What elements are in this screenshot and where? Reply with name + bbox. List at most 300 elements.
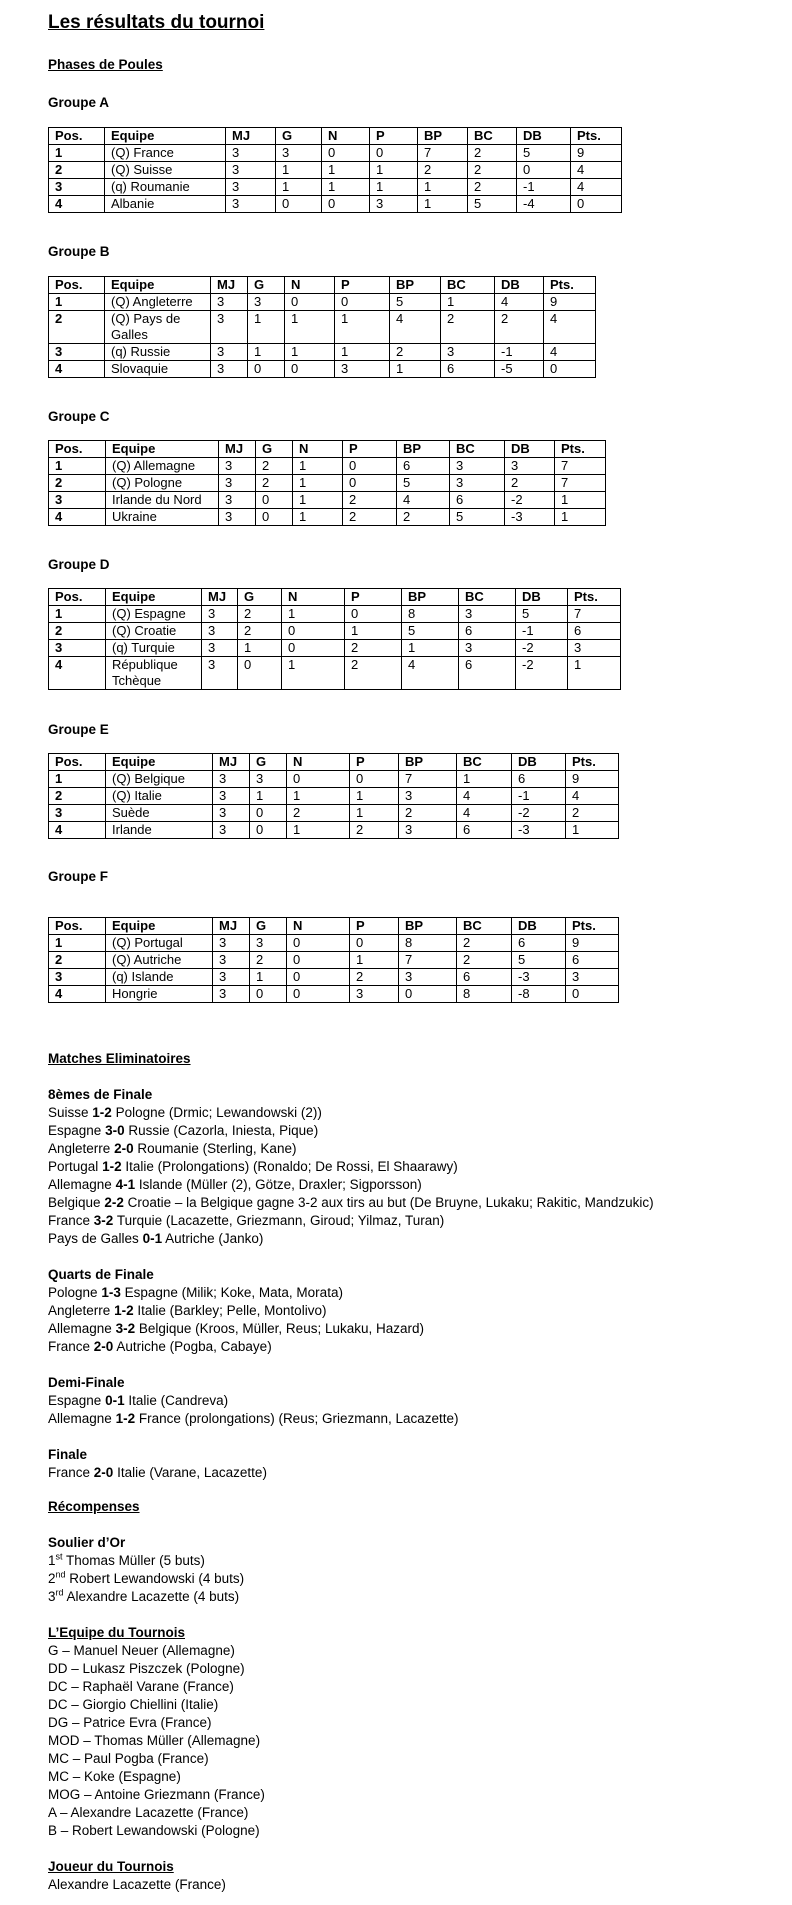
match-detail: (Pogba, Cabaye): [169, 1339, 272, 1354]
golden-shoe-list: [48, 1552, 244, 1606]
match-line: [48, 1122, 654, 1140]
stat-cell: 0: [571, 196, 622, 213]
stat-cell: 6: [457, 822, 512, 839]
stat-cell: 0: [285, 294, 335, 311]
stat-cell: 6: [450, 492, 505, 509]
stat-cell: 1: [457, 771, 512, 788]
column-header: P: [350, 918, 399, 935]
stat-cell: -8: [512, 986, 566, 1003]
stat-cell: 8: [399, 935, 457, 952]
stat-cell: 6: [512, 935, 566, 952]
column-header: BC: [468, 128, 517, 145]
stat-cell: 6: [441, 361, 495, 378]
column-header: N: [285, 277, 335, 294]
team-cell: (Q) Autriche: [106, 952, 213, 969]
stat-cell: 2: [343, 492, 397, 509]
stat-cell: 1: [555, 492, 606, 509]
away-team: Espagne: [124, 1285, 178, 1300]
stat-cell: 2: [390, 344, 441, 361]
away-team: Autriche: [165, 1231, 215, 1246]
stat-cell: 1: [248, 344, 285, 361]
stat-cell: 4: [544, 311, 596, 344]
stat-cell: 3: [211, 311, 248, 344]
table-row: [49, 145, 622, 162]
stat-cell: 3: [459, 640, 516, 657]
team-cell: (q) Roumanie: [105, 179, 226, 196]
team-cell: Albanie: [105, 196, 226, 213]
column-header: BP: [390, 277, 441, 294]
home-team: Espagne: [48, 1393, 102, 1408]
home-team: France: [48, 1339, 91, 1354]
stat-cell: 2: [468, 179, 517, 196]
stat-cell: 0: [256, 492, 293, 509]
group-title: Groupe A: [48, 95, 110, 110]
team-cell: (Q) Suisse: [105, 162, 226, 179]
stat-cell: 4: [390, 311, 441, 344]
match-score: 4-1: [115, 1177, 136, 1192]
team-cell: (q) Turquie: [106, 640, 202, 657]
position-cell: 2: [49, 788, 106, 805]
column-header: Pts.: [555, 441, 606, 458]
stat-cell: 3: [568, 640, 621, 657]
stat-cell: 2: [287, 805, 350, 822]
match-score: 1-2: [115, 1411, 136, 1426]
stat-cell: 1: [345, 623, 402, 640]
stat-cell: 6: [459, 623, 516, 640]
column-header: BC: [457, 918, 512, 935]
stat-cell: 2: [457, 935, 512, 952]
stat-cell: 5: [390, 294, 441, 311]
column-header: BC: [457, 754, 512, 771]
group-title: Groupe E: [48, 722, 109, 737]
stat-cell: 0: [399, 986, 457, 1003]
column-header: BP: [399, 918, 457, 935]
stat-cell: 4: [457, 788, 512, 805]
stat-cell: 5: [450, 509, 505, 526]
player-of-tournament-block: [48, 1858, 226, 1894]
stat-cell: 2: [468, 162, 517, 179]
stat-cell: 1: [276, 179, 322, 196]
match-detail: (Janko): [218, 1231, 264, 1246]
column-header: Equipe: [105, 277, 211, 294]
golden-shoe-entry: [48, 1588, 244, 1606]
match-score: 3-2: [115, 1321, 136, 1336]
home-team: Pays de Galles: [48, 1231, 139, 1246]
stat-cell: 0: [544, 361, 596, 378]
stat-cell: 6: [397, 458, 450, 475]
stat-cell: 3: [459, 606, 516, 623]
table-row: [49, 623, 621, 640]
stat-cell: 7: [399, 771, 457, 788]
stat-cell: 2: [238, 606, 282, 623]
stat-cell: 3: [250, 771, 287, 788]
stat-cell: 2: [345, 640, 402, 657]
match-score: 0-1: [105, 1393, 125, 1408]
awards-heading: Récompenses: [48, 1499, 140, 1514]
team-player-line: DG – Patrice Evra (France): [48, 1715, 212, 1730]
stat-cell: 1: [285, 344, 335, 361]
stat-cell: 3: [202, 623, 238, 640]
team-player-line: DD – Lukasz Piszczek (Pologne): [48, 1661, 245, 1676]
stat-cell: 0: [250, 805, 287, 822]
standings-table: [48, 440, 606, 526]
stat-cell: 3: [226, 162, 276, 179]
away-team: Roumanie: [137, 1141, 199, 1156]
home-team: Allemagne: [48, 1177, 112, 1192]
stat-cell: 3: [219, 492, 256, 509]
rank-number: 2: [48, 1571, 56, 1586]
stat-cell: 0: [370, 145, 418, 162]
match-detail: (Cazorla, Iniesta, Pique): [173, 1123, 319, 1138]
column-header: MJ: [226, 128, 276, 145]
column-header: DB: [512, 918, 566, 935]
position-cell: 1: [49, 935, 106, 952]
column-header: G: [250, 754, 287, 771]
stat-cell: -3: [512, 969, 566, 986]
stat-cell: 3: [250, 935, 287, 952]
position-cell: 4: [49, 196, 105, 213]
stat-cell: 3: [450, 458, 505, 475]
table-header-row: [49, 128, 622, 145]
stat-cell: 3: [276, 145, 322, 162]
stat-cell: 3: [213, 969, 250, 986]
table-row: [49, 986, 619, 1003]
team-cell: Hongrie: [106, 986, 213, 1003]
stat-cell: 1: [282, 657, 345, 690]
away-team: Italie: [128, 1393, 157, 1408]
team-cell: (Q) Espagne: [106, 606, 202, 623]
stat-cell: -2: [512, 805, 566, 822]
match-score: 2-0: [93, 1465, 114, 1480]
stat-cell: 1: [293, 509, 343, 526]
home-team: Allemagne: [48, 1321, 112, 1336]
column-header: Equipe: [106, 441, 219, 458]
stat-cell: 0: [287, 986, 350, 1003]
team-of-tournament-title: L’Equipe du Tournois: [48, 1625, 185, 1640]
column-header: G: [248, 277, 285, 294]
stat-cell: 3: [226, 179, 276, 196]
home-team: Suisse: [48, 1105, 89, 1120]
stat-cell: 1: [441, 294, 495, 311]
stat-cell: -3: [505, 509, 555, 526]
stat-cell: 3: [335, 361, 390, 378]
stat-cell: 7: [418, 145, 468, 162]
position-cell: 2: [49, 311, 105, 344]
column-header: BC: [441, 277, 495, 294]
player-of-tournament-title: Joueur du Tournois: [48, 1859, 174, 1874]
stat-cell: 3: [505, 458, 555, 475]
match-detail: (Varane, Lacazette): [149, 1465, 267, 1480]
home-team: Belgique: [48, 1195, 101, 1210]
position-cell: 1: [49, 294, 105, 311]
table-row: [49, 344, 596, 361]
stat-cell: 2: [457, 952, 512, 969]
table-row: [49, 952, 619, 969]
standings-table: [48, 753, 619, 839]
stat-cell: 2: [343, 509, 397, 526]
position-cell: 2: [49, 162, 105, 179]
away-team: France: [138, 1411, 181, 1426]
stat-cell: 2: [238, 623, 282, 640]
stat-cell: 2: [250, 952, 287, 969]
match-score: 3-2: [93, 1213, 114, 1228]
golden-shoe-entry: [48, 1570, 244, 1588]
table-row: [49, 361, 596, 378]
stat-cell: 0: [287, 969, 350, 986]
column-header: Equipe: [106, 918, 213, 935]
column-header: N: [293, 441, 343, 458]
column-header: Equipe: [106, 754, 213, 771]
table-row: [49, 162, 622, 179]
away-team: Italie: [125, 1159, 154, 1174]
match-score: 1-3: [101, 1285, 121, 1300]
stat-cell: 1: [350, 952, 399, 969]
column-header: G: [276, 128, 322, 145]
table-row: [49, 640, 621, 657]
match-detail: (prolongations) (Reus; Griezmann, Lacazette): [184, 1411, 459, 1426]
stat-cell: -4: [517, 196, 571, 213]
stat-cell: 6: [568, 623, 621, 640]
stat-cell: 5: [402, 623, 459, 640]
golden-shoe-block: [48, 1534, 244, 1606]
stat-cell: 0: [256, 509, 293, 526]
stat-cell: 6: [512, 771, 566, 788]
stat-cell: 2: [468, 145, 517, 162]
stat-cell: 4: [457, 805, 512, 822]
team-player-line: MOD – Thomas Müller (Allemagne): [48, 1733, 261, 1748]
stat-cell: 2: [505, 475, 555, 492]
match-score: 2-0: [93, 1339, 114, 1354]
team-cell: (Q) Portugal: [106, 935, 213, 952]
stat-cell: 1: [322, 179, 370, 196]
stat-cell: 4: [544, 344, 596, 361]
column-header: MJ: [202, 589, 238, 606]
stat-cell: 0: [350, 771, 399, 788]
stat-cell: 7: [555, 458, 606, 475]
column-header: P: [343, 441, 397, 458]
stat-cell: -2: [505, 492, 555, 509]
stat-cell: 3: [202, 657, 238, 690]
stat-cell: 2: [350, 969, 399, 986]
stat-cell: 1: [293, 492, 343, 509]
round-block: [48, 1446, 267, 1482]
column-header: P: [345, 589, 402, 606]
stat-cell: 3: [248, 294, 285, 311]
column-header: P: [350, 754, 399, 771]
stat-cell: 3: [226, 145, 276, 162]
scorer-text: Alexandre Lacazette (4 buts): [66, 1589, 240, 1604]
stat-cell: 6: [457, 969, 512, 986]
away-team: Autriche: [116, 1339, 166, 1354]
team-cell: (Q) Pologne: [106, 475, 219, 492]
match-detail: (Milik; Koke, Mata, Morata): [181, 1285, 343, 1300]
table-row: [49, 311, 596, 344]
table-row: [49, 805, 619, 822]
rank-suffix: nd: [55, 1569, 66, 1580]
match-line: [48, 1464, 267, 1482]
home-team: France: [48, 1213, 91, 1228]
stat-cell: 1: [418, 196, 468, 213]
stat-cell: 3: [211, 344, 248, 361]
page-title: Les résultats du tournoi: [48, 12, 265, 33]
round-block: [48, 1086, 654, 1248]
stat-cell: 0: [517, 162, 571, 179]
position-cell: 1: [49, 145, 105, 162]
stat-cell: 0: [287, 952, 350, 969]
column-header: Pos.: [49, 754, 106, 771]
team-player-line: G – Manuel Neuer (Allemagne): [48, 1643, 235, 1658]
stat-cell: 1: [282, 606, 345, 623]
stat-cell: 4: [402, 657, 459, 690]
team-cell: (Q) Allemagne: [106, 458, 219, 475]
round-block: [48, 1266, 424, 1356]
team-of-tournament-block: [48, 1624, 265, 1840]
position-cell: 3: [49, 344, 105, 361]
table-row: [49, 492, 606, 509]
stat-cell: 9: [544, 294, 596, 311]
team-cell: République Tchèque: [106, 657, 202, 690]
column-header: Pts.: [566, 918, 619, 935]
stat-cell: 7: [399, 952, 457, 969]
column-header: MJ: [213, 918, 250, 935]
position-cell: 3: [49, 179, 105, 196]
team-player-line: A – Alexandre Lacazette (France): [48, 1805, 249, 1820]
stat-cell: 0: [343, 475, 397, 492]
rank-number: 1: [48, 1553, 56, 1568]
stat-cell: 2: [397, 509, 450, 526]
stat-cell: 5: [468, 196, 517, 213]
column-header: Pos.: [49, 128, 105, 145]
table-row: [49, 657, 621, 690]
position-cell: 3: [49, 492, 106, 509]
stat-cell: 3: [226, 196, 276, 213]
match-line: [48, 1194, 654, 1212]
stat-cell: 0: [335, 294, 390, 311]
column-header: G: [256, 441, 293, 458]
team-player-line: MC – Paul Pogba (France): [48, 1751, 209, 1766]
table-row: [49, 179, 622, 196]
table-header-row: [49, 754, 619, 771]
home-team: France: [48, 1465, 91, 1480]
stat-cell: 9: [566, 935, 619, 952]
away-team: Belgique: [138, 1321, 192, 1336]
team-cell: (Q) Croatie: [106, 623, 202, 640]
stat-cell: 0: [566, 986, 619, 1003]
column-header: DB: [495, 277, 544, 294]
stat-cell: 0: [250, 986, 287, 1003]
standings-table: [48, 917, 619, 1003]
stat-cell: 1: [555, 509, 606, 526]
group-title: Groupe D: [48, 557, 110, 572]
stat-cell: 1: [287, 788, 350, 805]
team-cell: (Q) Italie: [106, 788, 213, 805]
stat-cell: 1: [250, 788, 287, 805]
round-title: 8èmes de Finale: [48, 1087, 153, 1102]
column-header: DB: [517, 128, 571, 145]
column-header: MJ: [213, 754, 250, 771]
table-row: [49, 771, 619, 788]
scorer-text: Robert Lewandowski (4 buts): [69, 1571, 245, 1586]
stat-cell: 3: [213, 805, 250, 822]
column-header: N: [287, 754, 350, 771]
column-header: G: [238, 589, 282, 606]
stat-cell: 0: [345, 606, 402, 623]
knockout-heading: Matches Eliminatoires: [48, 1051, 191, 1066]
stat-cell: 1: [568, 657, 621, 690]
stat-cell: -1: [512, 788, 566, 805]
stat-cell: 6: [566, 952, 619, 969]
match-detail: (Kroos, Müller, Reus; Lukaku, Hazard): [195, 1321, 424, 1336]
stat-cell: 8: [457, 986, 512, 1003]
position-cell: 4: [49, 509, 106, 526]
stat-cell: 2: [566, 805, 619, 822]
stat-cell: 0: [248, 361, 285, 378]
column-header: Pts.: [566, 754, 619, 771]
position-cell: 1: [49, 606, 106, 623]
match-line: [48, 1212, 654, 1230]
stat-cell: 4: [397, 492, 450, 509]
home-team: Angleterre: [48, 1141, 111, 1156]
standings-table: [48, 127, 622, 213]
stat-cell: 1: [293, 475, 343, 492]
away-team: Italie: [117, 1465, 146, 1480]
stat-cell: 5: [512, 952, 566, 969]
column-header: MJ: [211, 277, 248, 294]
standings-table: [48, 588, 621, 690]
stat-cell: 4: [571, 179, 622, 196]
stat-cell: 1: [335, 311, 390, 344]
round-title: Finale: [48, 1447, 88, 1462]
home-team: Allemagne: [48, 1411, 112, 1426]
position-cell: 1: [49, 458, 106, 475]
column-header: DB: [505, 441, 555, 458]
match-line: [48, 1176, 654, 1194]
stat-cell: 2: [345, 657, 402, 690]
stat-cell: 3: [350, 986, 399, 1003]
column-header: Equipe: [106, 589, 202, 606]
stat-cell: 0: [322, 196, 370, 213]
stat-cell: 3: [450, 475, 505, 492]
column-header: DB: [516, 589, 568, 606]
table-row: [49, 475, 606, 492]
position-cell: 3: [49, 805, 106, 822]
table-header-row: [49, 441, 606, 458]
position-cell: 3: [49, 640, 106, 657]
stat-cell: 2: [441, 311, 495, 344]
column-header: BP: [399, 754, 457, 771]
team-cell: Slovaquie: [105, 361, 211, 378]
stat-cell: 3: [219, 458, 256, 475]
stat-cell: -1: [495, 344, 544, 361]
home-team: Espagne: [48, 1123, 102, 1138]
team-cell: (Q) Pays de Galles: [105, 311, 211, 344]
round-title: Quarts de Finale: [48, 1267, 154, 1282]
position-cell: 2: [49, 475, 106, 492]
match-score: 2-2: [104, 1195, 124, 1210]
position-cell: 3: [49, 969, 106, 986]
away-team: Russie: [128, 1123, 170, 1138]
stat-cell: 1: [370, 179, 418, 196]
stat-cell: 4: [566, 788, 619, 805]
team-player-line: DC – Giorgio Chiellini (Italie): [48, 1697, 219, 1712]
team-cell: (q) Russie: [105, 344, 211, 361]
match-detail: (Müller (2), Götze, Draxler; Sigporsson): [186, 1177, 422, 1192]
stat-cell: -1: [516, 623, 568, 640]
stat-cell: 3: [202, 606, 238, 623]
stat-cell: 0: [350, 935, 399, 952]
stat-cell: 3: [441, 344, 495, 361]
column-header: Pos.: [49, 589, 106, 606]
